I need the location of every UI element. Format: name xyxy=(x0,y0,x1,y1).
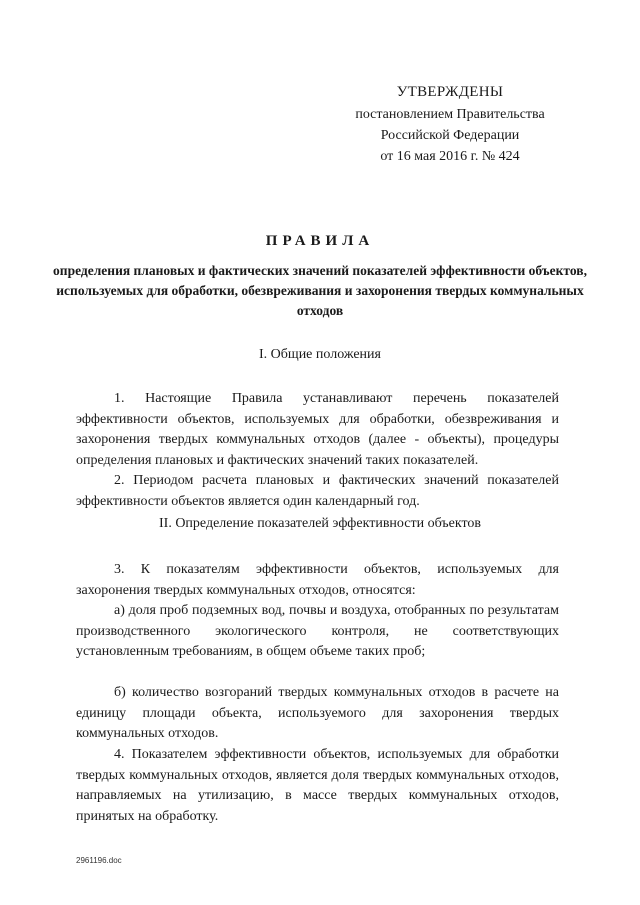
paragraph-3: 3. К показателям эффективности объектов, используемых для захоронения твердых коммунальных отходов, относятся: xyxy=(76,562,559,598)
section-2-heading: II. Определение показателей эффективности объектов xyxy=(159,516,481,531)
document-subtitle: определения плановых и фактических значений показателей эффективности объектов, используемых для обработки, обезвреживания и захоронения твердых коммунальных отходов xyxy=(53,263,587,318)
approval-block xyxy=(300,82,600,167)
paragraph-3a: а) доля проб подземных вод, почвы и воздуха, отобранных по результатам производственного экологического контроля, не соответствующих установленным требованиям, в общем объеме таких проб; xyxy=(76,603,559,659)
document-title: ПРАВИЛА xyxy=(265,233,375,249)
approval-line-2: Российской Федерации xyxy=(380,128,520,143)
section-1-heading: I. Общие положения xyxy=(259,347,381,362)
approval-line-1: постановлением Правительства xyxy=(355,107,545,122)
paragraph-3b: б) количество возгораний твердых коммунальных отходов в расчете на единицу площади объекта, используемого для захоронения твердых коммунальных отходов. xyxy=(76,685,559,741)
paragraph-2: 2. Периодом расчета плановых и фактических значений показателей эффективности объектов является один календарный год. xyxy=(76,473,559,509)
paragraph-4: 4. Показателем эффективности объектов, используемых для обработки твердых коммунальных отходов, является доля твердых коммунальных отходов, направляемых на утилизацию, в массе твердых коммунальных отходов, принятых на обработку. xyxy=(76,747,559,824)
approval-heading: УТВЕРЖДЕНЫ xyxy=(396,84,504,100)
document-filename: 2961196.doc xyxy=(76,856,122,865)
approval-line-3: от 16 мая 2016 г. № 424 xyxy=(380,149,520,164)
paragraph-1: 1. Настоящие Правила устанавливают перечень показателей эффективности объектов, используемых для обработки, обезвреживания и захоронения твердых коммунальных отходов (далее - объекты), процедуры определения плановых и фактических значений таких показателей. xyxy=(76,391,559,468)
